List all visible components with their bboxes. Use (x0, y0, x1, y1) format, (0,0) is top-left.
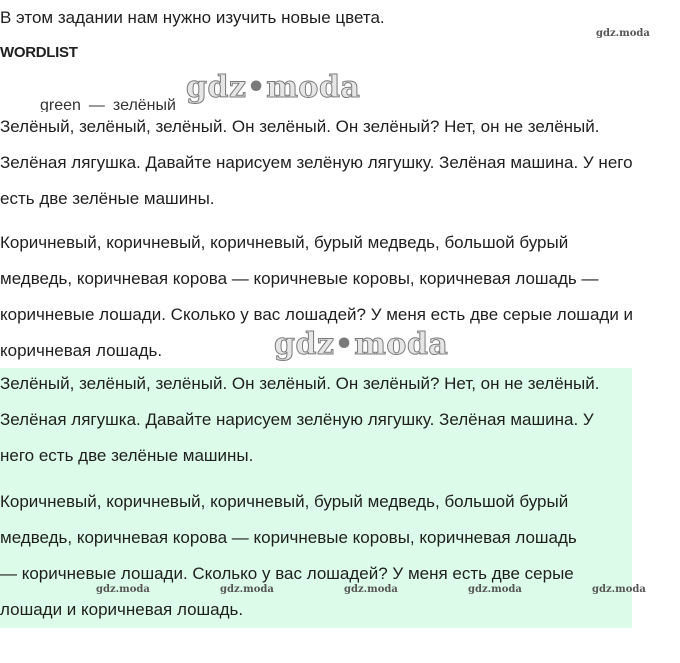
watermark-large-middle: gdz•moda (274, 327, 449, 362)
watermark-small-bottom-5: gdz.moda (592, 584, 646, 595)
highlighted-paragraph-green: Зелёный, зелёный, зелёный. Он зелёный. Он зелёный? Нет, он не зелёный. Зелёная лягушка. Давайте нарисуем зелёную лягушку. Зелёная машина. У него есть две зелёные машины. (0, 374, 600, 465)
watermark-small-bottom-3: gdz.moda (344, 584, 398, 595)
watermark-large-top: gdz•moda (186, 70, 361, 105)
watermark-small-bottom-4: gdz.moda (468, 584, 522, 595)
watermark-small-top: gdz.moda (596, 28, 650, 39)
word-separator: — (88, 98, 105, 112)
intro-text: В этом задании нам нужно изучить новые цвета. (0, 8, 385, 27)
wordlist-heading: WORDLIST (0, 44, 78, 61)
word-russian: зелёный (112, 98, 176, 112)
word-english: green (40, 98, 81, 112)
paragraph-green: Зелёный, зелёный, зелёный. Он зелёный. Он зелёный? Нет, он не зелёный. Зелёная лягушка. Давайте нарисуем зелёную лягушку. Зелёная машина. У него есть две зелёные машины. (0, 117, 633, 208)
highlighted-paragraph-brown: Коричневый, коричневый, коричневый, бурый медведь, большой бурый медведь, коричневая корова — коричневые коровы, коричневая лошадь — коричневые лошади. Сколько у вас лошадей? У меня есть две серые лошади и коричневая лошадь. (0, 492, 577, 619)
paragraph-brown: Коричневый, коричневый, коричневый, бурый медведь, большой бурый медведь, коричневая корова — коричневые коровы, коричневая лошадь — коричневые лошади. Сколько у вас лошадей? У меня есть две серые лошади и коричневая лошадь. (0, 233, 634, 360)
watermark-small-bottom-1: gdz.moda (96, 584, 150, 595)
watermark-small-bottom-2: gdz.moda (220, 584, 274, 595)
